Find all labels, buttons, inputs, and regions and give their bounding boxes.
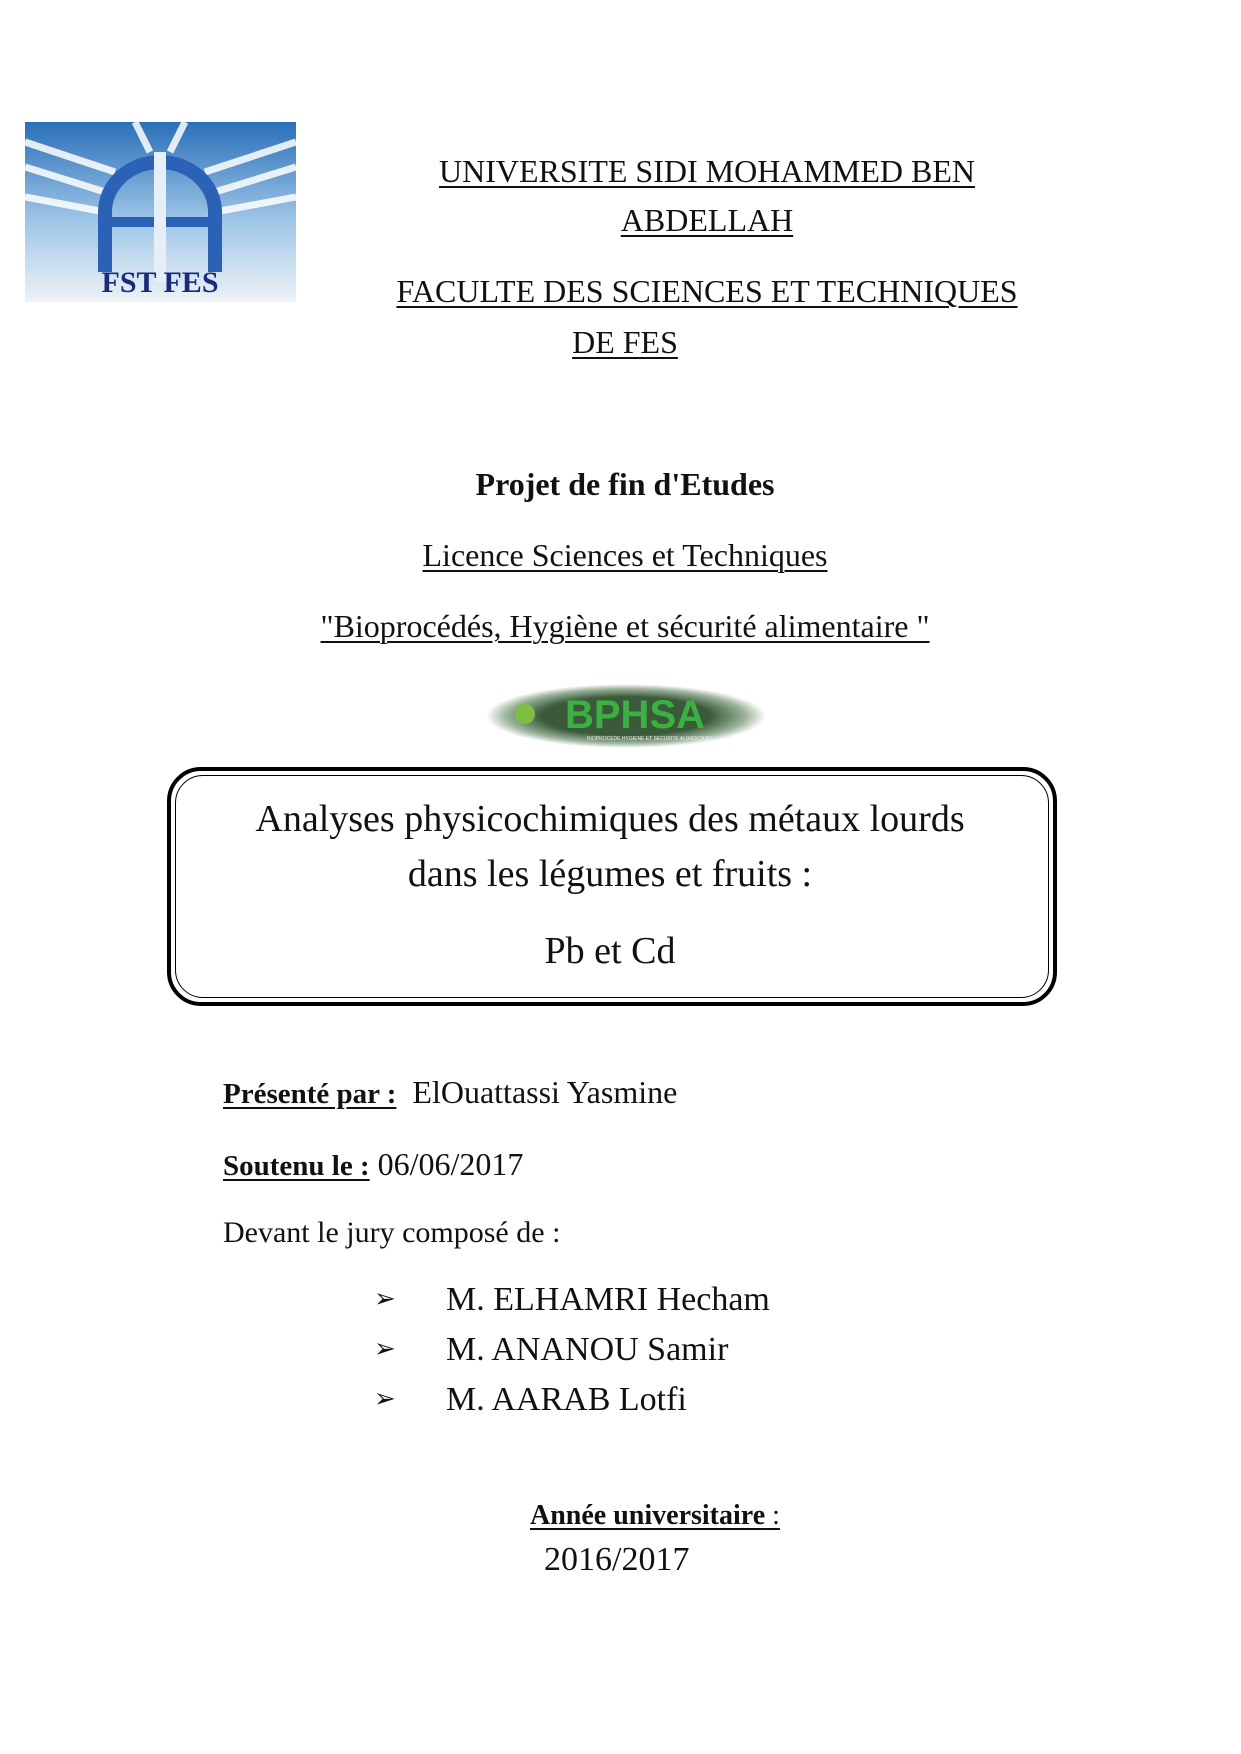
project-type: Projet de fin d'Etudes [475,466,775,502]
presented-label: Présenté par : [223,1078,397,1110]
arrow-bullet-icon: ➢ [374,1334,396,1364]
year-label: Année universitaire [530,1500,766,1531]
presented-row [223,1076,677,1109]
year-label-row [530,1502,780,1530]
jury-intro: Devant le jury composé de : [223,1216,561,1249]
degree: Licence Sciences et Techniques [422,537,828,573]
bphsa-logo-text: BPHSA [564,693,706,737]
defended-label: Soutenu le : [223,1150,370,1182]
defended-row [223,1148,523,1181]
jury-member: M. AARAB Lotfi [446,1381,687,1418]
title-line-1: Analyses physicochimiques des métaux lourds [255,798,965,840]
faculty-line-1: FACULTE DES SCIENCES ET TECHNIQUES [396,273,1018,309]
faculty-line-2: DE FES [572,324,678,360]
bphsa-logo [485,682,767,750]
year-colon: : [765,1500,780,1531]
defended-value: 06/06/2017 [377,1146,524,1182]
title-line-2: dans les légumes et fruits : [407,853,813,895]
program: "Bioprocédés, Hygiène et sécurité alimentaire " [320,608,930,644]
presented-value: ElOuattassi Yasmine [412,1074,678,1110]
jury-member: M. ELHAMRI Hecham [446,1281,770,1318]
arrow-bullet-icon: ➢ [374,1284,396,1314]
jury-member: M. ANANOU Samir [446,1331,729,1368]
year-value: 2016/2017 [544,1541,690,1578]
university-line-1: UNIVERSITE SIDI MOHAMMED BEN [439,153,975,189]
fst-fes-logo [25,122,296,302]
arrow-bullet-icon: ➢ [374,1384,396,1414]
title-line-3: Pb et Cd [544,930,676,972]
bphsa-logo-subtext: BIOPROCEDE HYGIENE ET SECURITE ALIMENTAIRE [587,736,713,742]
university-line-2: ABDELLAH [620,202,794,238]
fst-logo-text: FST FES [101,266,219,299]
